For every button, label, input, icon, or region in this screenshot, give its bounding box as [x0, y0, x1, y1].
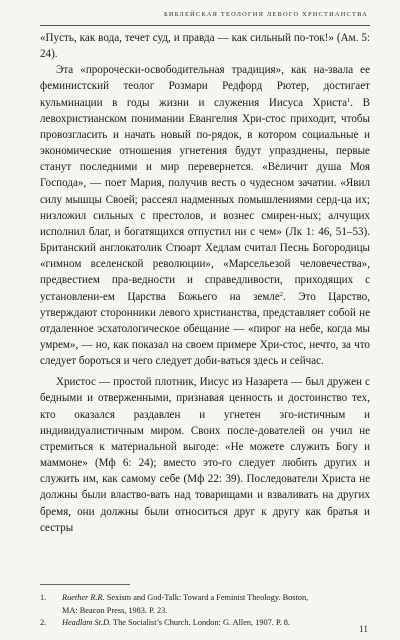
footnote-author: Headlam St.D. — [62, 618, 112, 627]
footnote-ref: 1 — [347, 96, 351, 104]
text-line: когда мы умрем», — но, как показал на своем примере Хри- — [40, 322, 370, 351]
text-line: рядок, в котором социальные и экономические отношения — [40, 128, 370, 158]
text-line: достигает кульминации в годы жизни и служения Иисуса — [40, 80, 370, 109]
text-line: Хедлам считал Песнь Богородицы «гимном вселенской — [40, 242, 371, 271]
text-line: «Не можете служить Богу и маммоне» (Мф 6: 24); вместо это- — [40, 440, 371, 470]
text-line: дователей он учил не стремиться к материальной выгоде: — [40, 424, 370, 453]
text-line: Мария, получив весть о чудесном зачатии. «Явил силу — [40, 177, 371, 206]
body-paragraph — [40, 62, 370, 369]
page-number: 11 — [359, 625, 368, 635]
text-line: угнетения будут упразднены, первые станут последними — [40, 145, 370, 174]
footnotes — [40, 592, 370, 630]
text-line: «Пусть, как вода, течет суд, и правда — как сильный по- — [40, 32, 310, 44]
text-line: мышцы Своей; рассеял надменных помышлениями серд- — [65, 193, 341, 206]
text-line: вать над товарищами и взваливать на других бремя, они — [40, 489, 370, 518]
footnote-author: Ruether R.R. — [62, 593, 105, 602]
text-line: го следует любить других и служить им, как самому себе — [40, 457, 370, 486]
text-line: дружен с бедными и отверженными, признавая ценность — [40, 376, 370, 405]
text-line: ных; алчущих исполнил благ, и богатящихся отпустил ни — [40, 209, 370, 238]
text-line: и мир перевернется. «Величит душа Моя Господа», — поет — [40, 161, 370, 190]
text-line: революции», «Марсельезой человечества», предвестием пра- — [40, 258, 370, 287]
footnote-rule — [40, 584, 130, 585]
text-line: Христа$^1$. В левохристианском понимании Евангелия Хри- — [40, 96, 370, 125]
body-paragraph — [40, 30, 370, 62]
main-text — [40, 30, 370, 536]
footnote-number: 1. — [40, 593, 47, 602]
text-line: истичным и индивидуалистичным миром. Своих после- — [40, 408, 370, 437]
text-line: стос приходит, чтобы провозгласить и начать новый по- — [40, 112, 370, 141]
text-line: ем Царства Божьего на земле$^2$. Это Царство, утверждают — [40, 290, 370, 319]
text-line: ток!» (Ам. 5: 24). — [40, 32, 370, 61]
footnote-text: The Socialist’s Church. London: G. Allen, 1907. P. 8. — [111, 618, 291, 627]
body-paragraph — [40, 374, 370, 536]
footnote-text: Sexism and God-Talk: Toward a Feminist Theology. Boston, — [104, 593, 309, 602]
text-line: Христос — простой плотник, Иисус из Назарета — был — [56, 376, 324, 389]
footnote — [40, 617, 370, 630]
text-line: Эта «пророчески-освободительная традиция», как на- — [56, 64, 329, 77]
header-rule — [40, 25, 370, 26]
footnote — [40, 592, 370, 617]
footnote-number: 2. — [40, 618, 47, 627]
footnote-text-continued: MA: Beacon Press, 1983. P. 23. — [62, 605, 168, 615]
text-line: отдаленное эсхатологическое обещание — «пирог на небе, — [40, 322, 324, 335]
text-line: ца их; низложил сильных с престолов, и вознес смирен- — [40, 193, 370, 222]
footnote-ref: 2 — [279, 290, 283, 298]
text-line: и достоинство тех, кто оказался раздавлен и угнетен эго- — [40, 392, 370, 421]
text-line: ваться здесь и сейчас. — [220, 355, 324, 368]
text-line: ведности и справедливости, приходящих с установлени- — [40, 274, 371, 303]
text-line: сторонники левого христианства, представляет собой не — [100, 306, 370, 319]
text-line: звала ее феминистский теолог Розмари Редфорд Рютер, — [40, 64, 370, 93]
text-line: (Мф 22: 39). Последователи Христа не должны были властво- — [40, 473, 370, 502]
text-line: должны были относиться друг к другу как братья и сестры — [40, 505, 370, 534]
running-head: БИБЛЕЙСКАЯ ТЕОЛОГИЯ ЛЕВОГО ХРИСТИАНСТВА — [164, 11, 368, 18]
text-line: стос, нечто, за что следует бороться и чего следует доби- — [40, 338, 370, 368]
text-line: с чем» (Лк 1: 46, 51–53). Британский англокатолик Стюарт — [40, 225, 370, 255]
